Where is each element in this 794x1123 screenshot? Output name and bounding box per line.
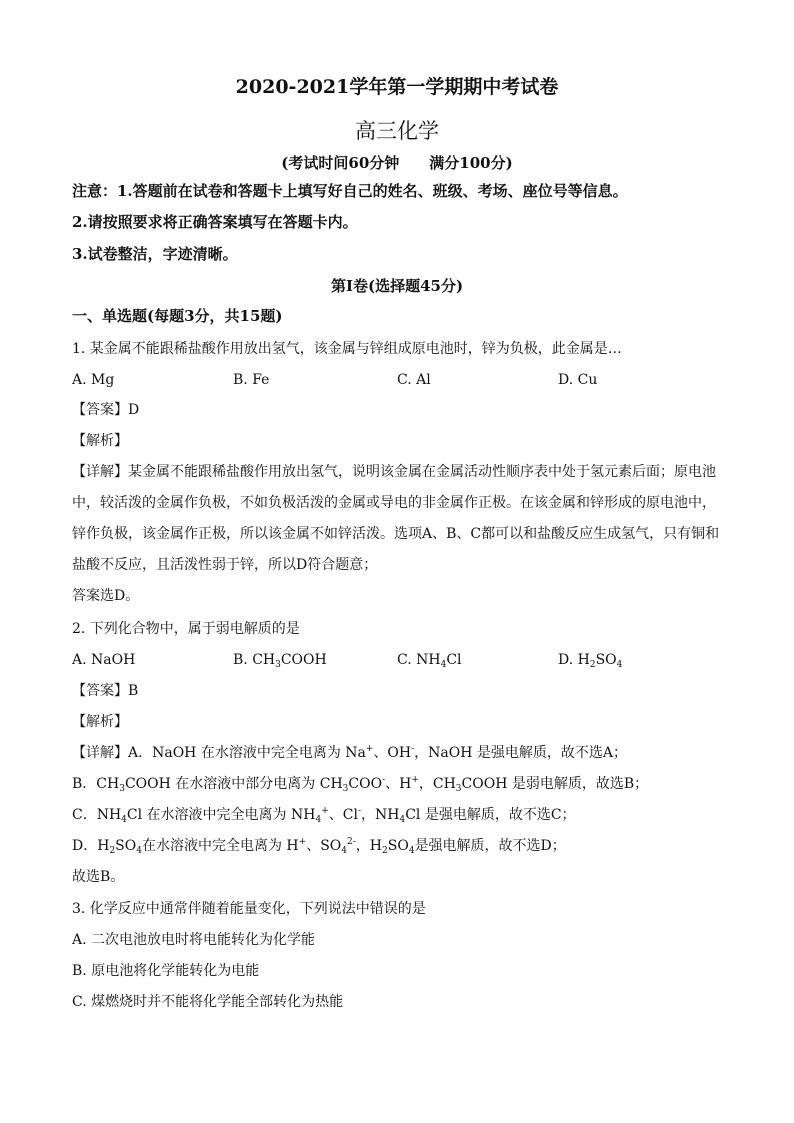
section-title: 第I卷(选择题45分) — [330, 277, 464, 295]
q1-option-d: D. Cu — [558, 372, 598, 388]
score-info: 满分100分) — [429, 154, 513, 172]
q2-option-a: A. NaOH — [72, 652, 136, 668]
q1-analysis-label: 【解析】 — [72, 433, 128, 449]
q1-answer: 【答案】D — [72, 402, 140, 418]
q2-detail-b: B．$CH_3COOH$ 在水溶液中部分电离为 $CH_3COO^-$、H+，$CH_3COOH$ 是弱电解质，故选B； — [72, 775, 649, 794]
q2-detail-d: D．$H_2SO_4$在水溶液中完全电离为 H+、$SO_4^{2-}$，$H_2SO_4$是强电解质，故不选D； — [72, 837, 566, 856]
q1-detail-line: 中，较活泼的金属作负极，不如负极活泼的金属或导电的非金属作正极。在该金属和锌形成的原电池中， — [72, 495, 716, 511]
q2-stem: 2. 下列化合物中，属于弱电解质的是 — [72, 621, 300, 637]
q1-detail-line: 锌作负极，该金属作正极，所以该金属不如锌活泼。选项A、B、C都可以和盐酸反应生成氢气，只有铜和 — [72, 526, 720, 542]
q1-option-a: A. Mg — [72, 372, 115, 388]
exam-info — [0, 152, 794, 173]
exam-title: 2020-2021学年第一学期期中考试卷 — [235, 76, 559, 98]
q1-stem: 1. 某金属不能跟稀盐酸作用放出氢气，该金属与锌组成原电池时，锌为负极，此金属是… — [72, 341, 622, 357]
q2-analysis-label: 【解析】 — [72, 714, 128, 730]
q2-option-b: B. $CH_3COOH$ — [233, 652, 327, 670]
q2-detail-c: C．$NH_4Cl$ 在水溶液中完全电离为 $NH_4^+$、Cl-，$NH_4Cl$ 是强电解质，故不选C； — [72, 806, 576, 825]
q2-answer: 【答案】B — [72, 683, 139, 699]
q2-conclusion: 故选B。 — [72, 869, 125, 885]
q2-detail-a: 【详解】A．NaOH 在水溶液中完全电离为 Na+、OH-，NaOH 是强电解质，故不选A； — [72, 744, 628, 761]
note-3: 3.试卷整洁，字迹清晰。 — [72, 245, 238, 263]
q2-option-c: C. $NH_4Cl$ — [397, 652, 462, 670]
time-info: (考试时间60分钟 — [281, 154, 400, 172]
q3-option-a: A. 二次电池放电时将电能转化为化学能 — [72, 932, 316, 948]
q3-stem: 3. 化学反应中通常伴随着能量变化，下列说法中错误的是 — [72, 901, 426, 917]
q1-option-c: C. Al — [397, 372, 431, 388]
q1-option-b: B. Fe — [233, 372, 270, 388]
q1-conclusion: 答案选D。 — [72, 588, 140, 604]
subject-title: 高三化学 — [355, 119, 439, 143]
q3-option-b: B. 原电池将化学能转化为电能 — [72, 963, 260, 979]
q2-option-d: D. $H_2SO_4$ — [558, 652, 623, 670]
q1-detail-line: 【详解】某金属不能跟稀盐酸作用放出氢气，说明该金属在金属活动性顺序表中处于氢元素后面；原电池 — [72, 464, 716, 480]
part-title: 一、单选题(每题3分，共15题) — [72, 307, 283, 325]
q3-option-c: C. 煤燃烧时并不能将化学能全部转化为热能 — [72, 994, 344, 1010]
note-1: 注意：1.答题前在试卷和答题卡上填写好自己的姓名、班级、考场、座位号等信息。 — [72, 182, 628, 200]
note-2: 2.请按照要求将正确答案填写在答题卡内。 — [72, 213, 358, 231]
q1-detail-line: 盐酸不反应，且活泼性弱于锌，所以D符合题意； — [72, 557, 378, 573]
